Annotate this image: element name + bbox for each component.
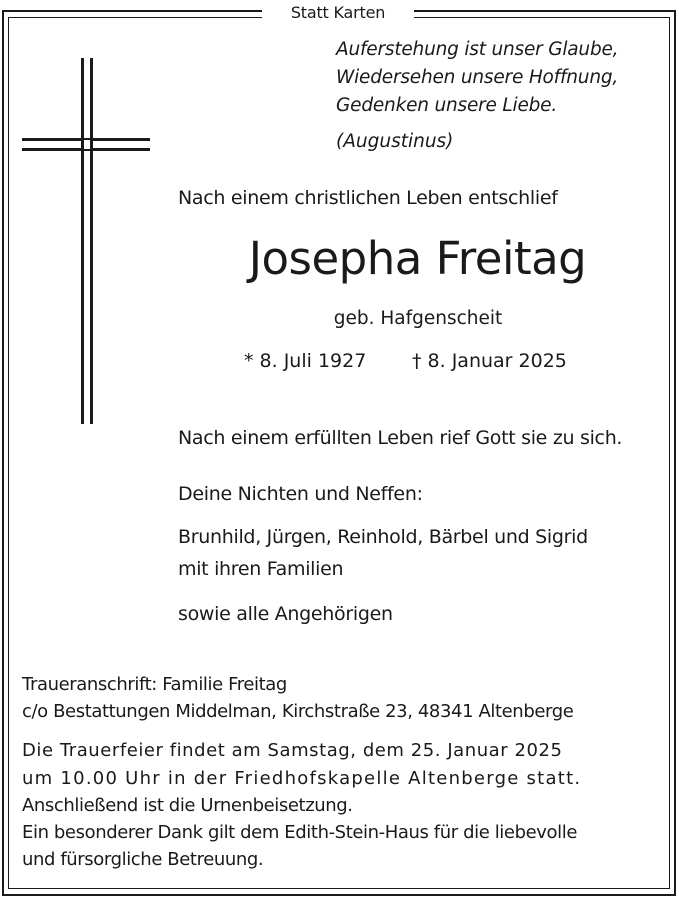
quote-source: (Augustinus) — [336, 131, 454, 152]
header-label: Statt Karten — [290, 3, 386, 22]
address-line-1: Traueranschrift: Familie Freitag — [22, 674, 287, 695]
birth-date: * 8. Juli 1927 — [244, 350, 367, 372]
death-date: † 8. Januar 2025 — [412, 350, 567, 372]
quote-line-3: Gedenken unsere Liebe. — [336, 95, 558, 116]
mourners-families: mit ihren Familien — [178, 558, 344, 580]
service-line-2: um 10.00 Uhr in der Friedhofskapelle Altenberge statt. — [22, 768, 582, 789]
maiden-name: geb. Hafgenscheit — [333, 308, 503, 329]
service-line-1: Die Trauerfeier findet am Samstag, dem 25. Januar 2025 — [22, 740, 563, 761]
quote — [336, 36, 618, 120]
quote-line-2: Wiedersehen unsere Hoffnung, — [336, 67, 619, 88]
address-line-2: c/o Bestattungen Middelman, Kirchstraße 23, 48341 Altenberge — [22, 701, 574, 722]
mourners-heading: Deine Nichten und Neffen: — [178, 483, 423, 505]
body-line-1: Nach einem erfüllten Leben rief Gott sie zu sich. — [178, 427, 623, 449]
service-line-3: Anschließend ist die Urnenbeisetzung. — [22, 795, 353, 816]
intro-text: Nach einem christlichen Leben entschlief — [178, 187, 558, 209]
mourners-names: Brunhild, Jürgen, Reinhold, Bärbel und Sigrid — [178, 526, 588, 548]
deceased-name: Josepha Freitag — [248, 232, 587, 285]
service-line-5: und fürsorgliche Betreuung. — [22, 849, 264, 870]
quote-line-1: Auferstehung ist unser Glaube, — [336, 39, 619, 60]
service-line-4: Ein besonderer Dank gilt dem Edith-Stein-Haus für die liebevolle — [22, 822, 578, 843]
relatives-line: sowie alle Angehörigen — [178, 603, 393, 625]
